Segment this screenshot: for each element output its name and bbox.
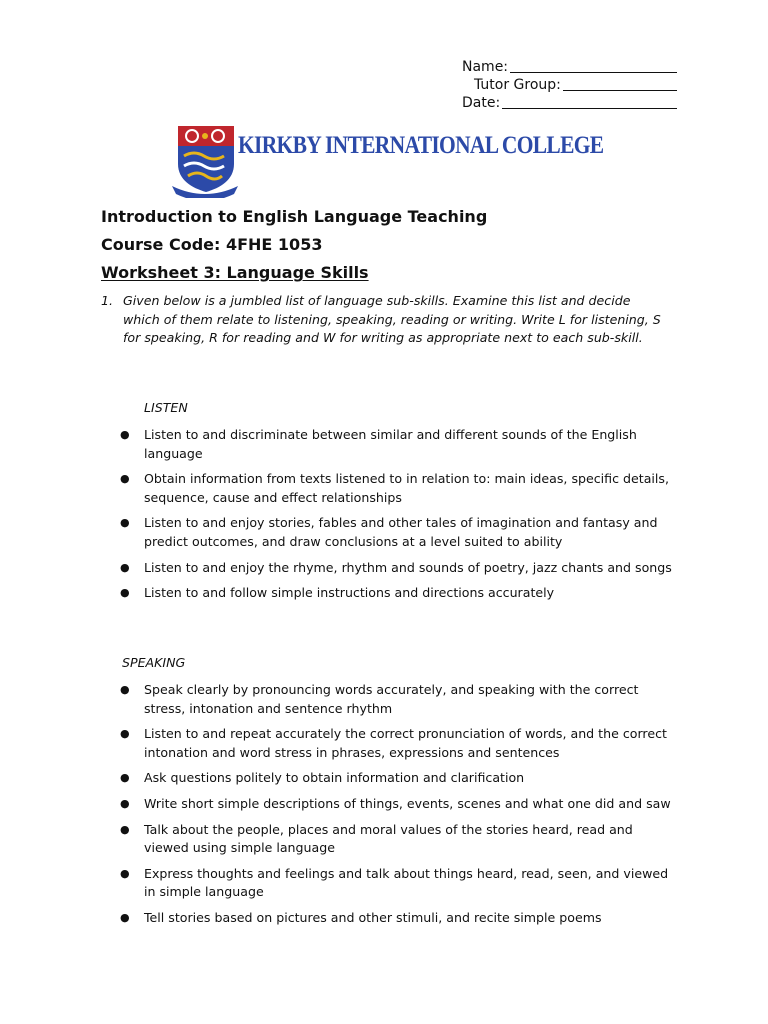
date-field[interactable] xyxy=(462,94,677,112)
list-item: ● Ask questions politely to obtain information and clarification xyxy=(120,769,680,788)
list-item: ● Listen to and discriminate between similar and different sounds of the English language xyxy=(120,427,637,461)
list-item: ● Listen to and follow simple instructions and directions accurately xyxy=(120,584,680,603)
bullet-icon: ● xyxy=(120,428,130,441)
speaking-skill-list xyxy=(120,681,680,935)
college-crest-icon xyxy=(170,124,240,198)
name-label: Name: xyxy=(462,59,509,75)
list-item: ● Listen to and enjoy the rhyme, rhythm and sounds of poetry, jazz chants and songs xyxy=(120,559,680,578)
tutor-group-label: Tutor Group: xyxy=(474,77,561,93)
list-item: ● Speak clearly by pronouncing words accurately, and speaking with the correct stress, intonation and sentence rhythm xyxy=(120,682,639,716)
question-text: Given below is a jumbled list of language sub-skills. Examine this list and decide which of them relate to listening, speaking, reading or writing. Write L for listening, S for speaking, R for reading and W for writing as appropriate next to each sub-skill. xyxy=(123,293,661,346)
bullet-icon: ● xyxy=(120,586,130,600)
question-1 xyxy=(101,292,661,348)
tutor-group-blank-line[interactable] xyxy=(563,76,677,91)
worksheet-title: Worksheet 3: Language Skills xyxy=(101,263,369,282)
list-item: ● Listen to and enjoy stories, fables and other tales of imagination and fantasy and predict outcomes, and draw conclusions at a level suited to ability xyxy=(120,515,658,549)
list-item: ● Express thoughts and feelings and talk about things heard, read, seen, and viewed in simple language xyxy=(120,865,669,900)
name-blank-line[interactable] xyxy=(510,58,677,73)
list-item: ● Talk about the people, places and moral values of the stories heard, read and viewed using simple language xyxy=(120,821,633,856)
speaking-section-label: SPEAKING xyxy=(122,655,186,670)
list-item: ● Listen to and repeat accurately the correct pronunciation of words, and the correct intonation and word stress in phrases, expressions and sentences xyxy=(120,726,667,760)
list-item: ● Tell stories based on pictures and other stimuli, and recite simple poems xyxy=(120,909,680,928)
bullet-icon: ● xyxy=(120,683,130,696)
bullet-icon: ● xyxy=(120,866,130,880)
list-item: ● Write short simple descriptions of things, events, scenes and what one did and saw xyxy=(120,795,680,814)
date-blank-line[interactable] xyxy=(502,94,677,109)
course-code: Course Code: 4FHE 1053 xyxy=(101,235,323,254)
listen-skill-list xyxy=(120,426,680,610)
name-field[interactable] xyxy=(462,58,677,76)
listen-section-label: LISTEN xyxy=(144,400,188,415)
bullet-icon: ● xyxy=(120,516,130,530)
bullet-icon: ● xyxy=(120,560,130,574)
course-title: Introduction to English Language Teaching xyxy=(101,207,488,226)
student-info-fields xyxy=(462,58,677,112)
bullet-icon: ● xyxy=(120,727,130,741)
list-item: ● Obtain information from texts listened to in relation to: main ideas, specific details, sequence, cause and effect relationships xyxy=(120,471,669,505)
bullet-icon: ● xyxy=(120,910,130,924)
college-logo xyxy=(170,124,604,198)
tutor-group-field[interactable] xyxy=(462,76,677,94)
date-label: Date: xyxy=(462,95,501,111)
college-name-logotype: KIRKBY INTERNATIONAL COLLEGE xyxy=(238,132,604,159)
bullet-icon: ● xyxy=(120,771,130,785)
question-number: 1. xyxy=(101,293,114,308)
bullet-icon: ● xyxy=(120,822,130,836)
bullet-icon: ● xyxy=(120,472,130,486)
bullet-icon: ● xyxy=(120,796,130,810)
